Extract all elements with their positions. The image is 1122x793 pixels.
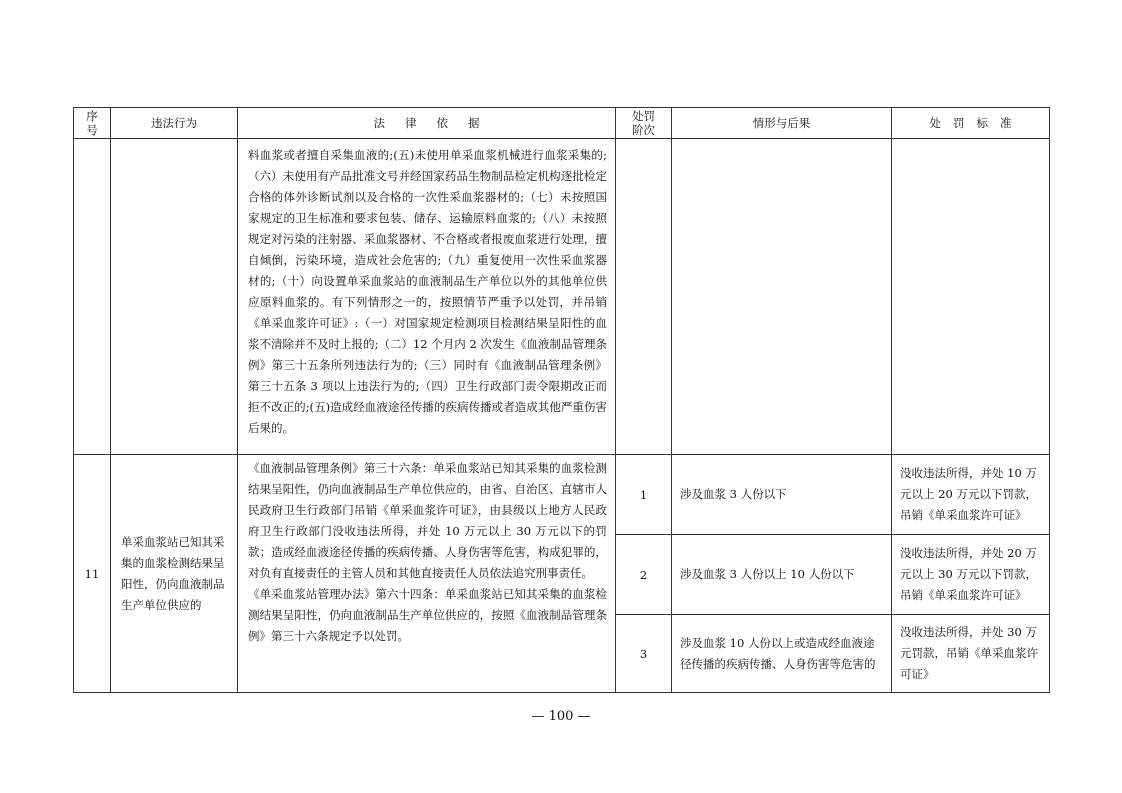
row-number: 11 <box>74 455 111 693</box>
tier-condition: 涉及血浆 3 人份以下 <box>672 455 892 535</box>
cell-tier <box>616 139 672 455</box>
tier-number: 3 <box>616 615 672 693</box>
cell-no <box>74 139 111 455</box>
legal-basis-paragraph-2: 《单采血浆站管理办法》第六十四条：单采血浆站已知其采集的血浆检测结果呈阳性，仍向血液制品生产单位供应的，按照《血液制品管理条例》第三十六条规定予以处罚。 <box>248 587 607 643</box>
header-tier: 处罚阶次 <box>616 108 672 139</box>
header-condition: 情形与后果 <box>672 108 892 139</box>
header-no: 序号 <box>74 108 111 139</box>
tier-penalty: 没收违法所得，并处 20 万元以上 30 万元以下罚款，吊销《单采血浆许可证》 <box>892 535 1050 615</box>
table-row-11-tier-1 <box>74 455 1050 535</box>
header-law: 法律依据 <box>238 108 616 139</box>
penalty-table <box>73 107 1050 693</box>
cell-act <box>111 139 238 455</box>
table-row-continued <box>74 139 1050 455</box>
page-number: — 100 — <box>531 709 591 724</box>
law-text: 料血浆或者擅自采集血液的;(五)未使用单采血浆机械进行血浆采集的;（六）未使用有产品批准文号并经国家药品生物制品检定机构逐批检定合格的体外诊断试剂以及合格的一次性采血浆器材的;（七）未按照国家规定的卫生标准和要求包装、储存、运输原料血浆的;（八）未按照规定对污染的注射器、采血浆器材、不合格或者报废血浆进行处理，擅自倾倒，污染环境，造成社会危害的;（九）重复使用一次性采血浆器材的;（十）向设置单采血浆站的血液制品生产单位以外的其他单位供应原料血浆的。有下列情形之一的，按照情节严重予以处罚，并吊销《单采血浆许可证》:（一）对国家规定检测项目检测结果呈阳性的血浆不清除并不及时上报的;（二）12 个月内 2 次发生《血液制品管理条例》第三十五条所列违法行为的;（三）同时有《血液制品管理条例》第三十五条 3 项以上违法行为的;（四）卫生行政部门责令限期改正而拒不改正的;(五)造成经血液途径传播的疾病传播或者造成其他严重伤害后果的。 <box>248 148 607 435</box>
legal-basis-paragraph-1: 《血液制品管理条例》第三十六条：单采血浆站已知其采集的血浆检测结果呈阳性，仍向血液制品生产单位供应的，由省、自治区、直辖市人民政府卫生行政部门吊销《单采血浆许可证》，由县级以上地方人民政府卫生行政部门没收违法所得，并处 10 万元以上 30 万元以下的罚款；造成经血液途径传播的疾病传播、人身伤害等危害，构成犯罪的，对负有直接责任的主管人员和其他直接责任人员依法追究刑事责任。 <box>248 461 607 580</box>
tier-condition: 涉及血浆 10 人份以上或造成经血液途径传播的疾病传播、人身伤害等危害的 <box>672 615 892 693</box>
cell-law-continued <box>238 139 616 455</box>
tier-number: 2 <box>616 535 672 615</box>
legal-basis <box>238 455 616 693</box>
tier-penalty: 没收违法所得，并处 30 万元罚款，吊销《单采血浆许可证》 <box>892 615 1050 693</box>
cell-penalty <box>892 139 1050 455</box>
header-row <box>74 108 1050 139</box>
header-penalty: 处罚标准 <box>892 108 1050 139</box>
tier-condition: 涉及血浆 3 人份以上 10 人份以下 <box>672 535 892 615</box>
tier-penalty: 没收违法所得，并处 10 万元以上 20 万元以下罚款，吊销《单采血浆许可证》 <box>892 455 1050 535</box>
violation-act: 单采血浆站已知其采集的血浆检测结果呈阳性，仍向血液制品生产单位供应的 <box>111 455 238 693</box>
cell-condition <box>672 139 892 455</box>
header-act: 违法行为 <box>111 108 238 139</box>
tier-number: 1 <box>616 455 672 535</box>
